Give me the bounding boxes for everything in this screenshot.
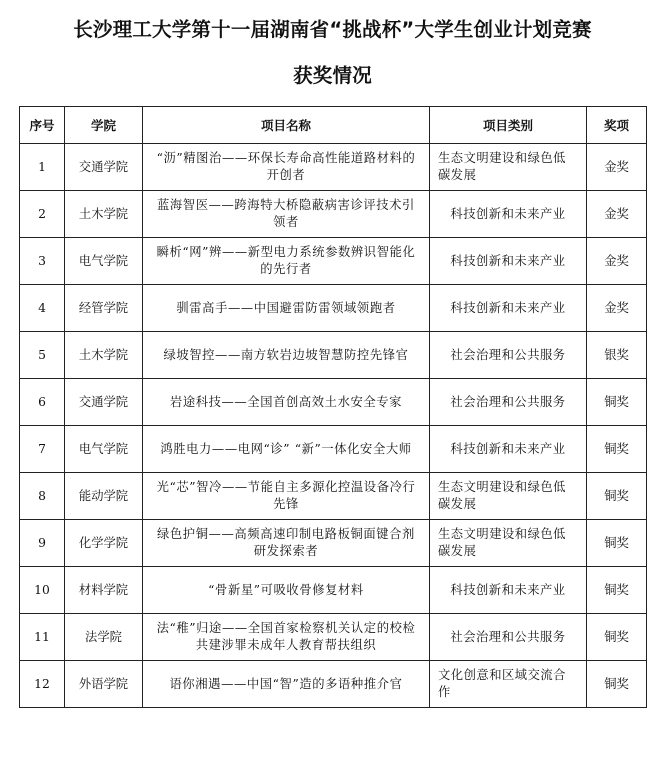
cell-no: 7 [20,426,65,473]
cell-no: 6 [20,379,65,426]
cell-award: 金奖 [587,144,647,191]
cell-award: 铜奖 [587,379,647,426]
cell-college: 化学学院 [65,520,143,567]
cell-category: 生态文明建设和绿色低碳发展 [430,473,587,520]
table-row [20,379,647,426]
cell-project: 绿色护铜——高频高速印制电路板铜面键合剂研发探索者 [143,520,430,567]
table-row [20,473,647,520]
cell-category: 社会治理和公共服务 [430,379,587,426]
cell-award: 铜奖 [587,426,647,473]
cell-college: 土木学院 [65,191,143,238]
cell-college: 经管学院 [65,285,143,332]
cell-no: 2 [20,191,65,238]
cell-no: 3 [20,238,65,285]
cell-college: 交通学院 [65,144,143,191]
cell-college: 土木学院 [65,332,143,379]
cell-award: 金奖 [587,285,647,332]
cell-college: 材料学院 [65,567,143,614]
header-no: 序号 [20,107,65,144]
cell-project: “骨新星”可吸收骨修复材料 [143,567,430,614]
table-row [20,614,647,661]
header-category: 项目类别 [430,107,587,144]
cell-no: 12 [20,661,65,708]
table-row [20,332,647,379]
cell-category: 科技创新和未来产业 [430,567,587,614]
header-award: 奖项 [587,107,647,144]
document-subtitle: 获奖情况 [293,64,372,87]
cell-project: 驯雷高手——中国避雷防雷领域领跑者 [143,285,430,332]
cell-category: 科技创新和未来产业 [430,191,587,238]
cell-no: 4 [20,285,65,332]
awards-table [19,106,647,708]
cell-category: 科技创新和未来产业 [430,285,587,332]
cell-no: 8 [20,473,65,520]
table-row [20,191,647,238]
cell-award: 铜奖 [587,661,647,708]
cell-award: 铜奖 [587,473,647,520]
cell-category: 文化创意和区域交流合作 [430,661,587,708]
cell-no: 10 [20,567,65,614]
cell-college: 能动学院 [65,473,143,520]
cell-project: 瞬析“网”辨——新型电力系统参数辨识智能化的先行者 [143,238,430,285]
cell-award: 铜奖 [587,614,647,661]
cell-project: 语你湘遇——中国“智”造的多语种推介官 [143,661,430,708]
cell-category: 科技创新和未来产业 [430,238,587,285]
cell-project: 法“稚”归途——全国首家检察机关认定的校检共建涉罪未成年人教育帮扶组织 [143,614,430,661]
cell-award: 铜奖 [587,520,647,567]
cell-project: “沥”精图治——环保长寿命高性能道路材料的开创者 [143,144,430,191]
table-row [20,661,647,708]
document-title: 长沙理工大学第十一届湖南省“挑战杯”大学生创业计划竞赛 [73,18,592,41]
cell-college: 电气学院 [65,426,143,473]
cell-category: 生态文明建设和绿色低碳发展 [430,144,587,191]
cell-no: 1 [20,144,65,191]
cell-category: 科技创新和未来产业 [430,426,587,473]
cell-category: 社会治理和公共服务 [430,332,587,379]
table-header-row [20,107,647,144]
cell-no: 9 [20,520,65,567]
cell-project: 绿坡智控——南方软岩边坡智慧防控先锋官 [143,332,430,379]
cell-project: 岩途科技——全国首创高效土水安全专家 [143,379,430,426]
cell-award: 铜奖 [587,567,647,614]
cell-college: 外语学院 [65,661,143,708]
table-row [20,238,647,285]
header-project: 项目名称 [143,107,430,144]
cell-no: 11 [20,614,65,661]
cell-project: 蓝海智医——跨海特大桥隐蔽病害诊评技术引领者 [143,191,430,238]
table-row [20,285,647,332]
cell-college: 电气学院 [65,238,143,285]
table-row [20,426,647,473]
table-row [20,144,647,191]
cell-project: 鸿胜电力——电网“诊” “新”一体化安全大师 [143,426,430,473]
cell-award: 银奖 [587,332,647,379]
table-row [20,567,647,614]
header-college: 学院 [65,107,143,144]
cell-no: 5 [20,332,65,379]
table-row [20,520,647,567]
cell-project: 光“芯”智冷——节能自主多源化控温设备冷行先锋 [143,473,430,520]
cell-award: 金奖 [587,238,647,285]
cell-college: 交通学院 [65,379,143,426]
cell-category: 生态文明建设和绿色低碳发展 [430,520,587,567]
cell-college: 法学院 [65,614,143,661]
cell-category: 社会治理和公共服务 [430,614,587,661]
cell-award: 金奖 [587,191,647,238]
